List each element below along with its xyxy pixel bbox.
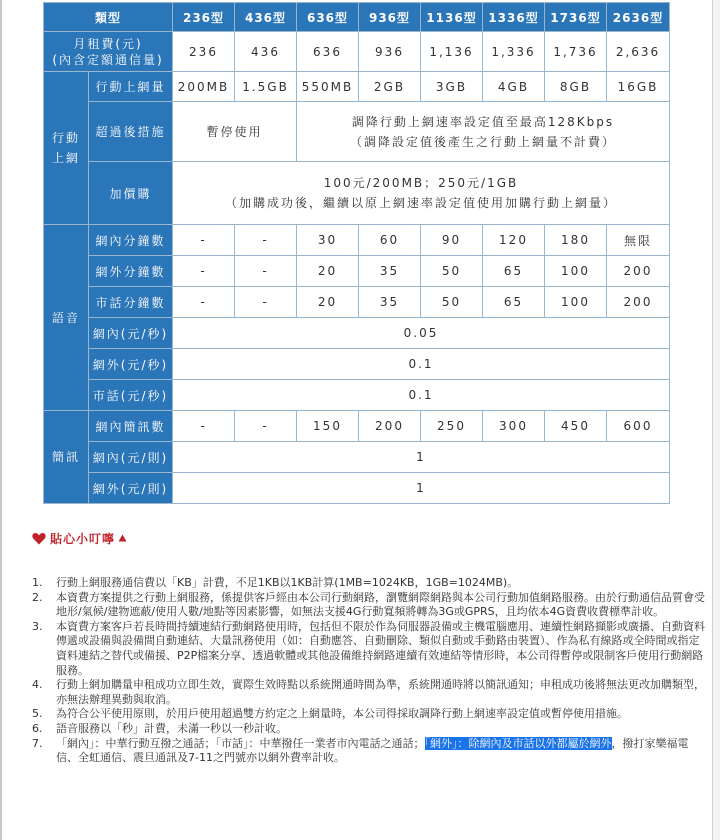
plan-header: 2636型: [607, 3, 670, 32]
table-cell: 250: [421, 411, 483, 442]
table-cell: 65: [483, 256, 545, 287]
table-cell: 90: [421, 225, 483, 256]
table-cell: -: [173, 287, 235, 318]
off-net-minutes-label: 網外分鐘數: [89, 256, 173, 287]
plan-header: 1336型: [483, 3, 545, 32]
list-item-number: 6.: [32, 721, 43, 735]
list-item: [32, 707, 710, 722]
table-cell: -: [235, 411, 297, 442]
table-cell: 4GB: [483, 72, 545, 102]
list-item-text: 本資費方案提供之行動上網服務，係提供客戶經由本公司行動網路，瀏覽網際網路與本公司行動加值網路服務。由於行動通信品質會受地形/氣候/建物遮蔽/使用人數/地點等因素影響，如無法支援4G行動寬頻將轉為3G或GPRS，且均依本4G資費收費標準計收。: [56, 590, 705, 619]
plan-header: 936型: [359, 3, 421, 32]
voice-on-net-rate-value: 0.05: [173, 318, 670, 349]
voice-on-net-rate-label: 網內(元/秒): [89, 318, 173, 349]
table-cell: 30: [297, 225, 359, 256]
sms-on-net-rate-value: 1: [173, 442, 670, 473]
voice-on-net-rate-row: [44, 318, 670, 349]
table-cell: 100: [545, 287, 607, 318]
over-limit-label: 超過後措施: [89, 102, 173, 162]
plan-header: 236型: [173, 3, 235, 32]
on-net-minutes-row: [44, 225, 670, 256]
list-item-number: 1.: [32, 576, 43, 589]
table-cell: 436: [235, 32, 297, 72]
triangle-up-icon[interactable]: [118, 534, 127, 542]
list-item-number: 2.: [32, 590, 43, 604]
table-cell: 20: [297, 287, 359, 318]
table-cell: 1,736: [545, 32, 607, 72]
list-item: [32, 619, 710, 678]
list-item-text: 行動上網加購量申租成功立即生效，實際生效時點以系統開通時間為準，系統開通時將以簡訊通知；申租成功後將無法更改加購類型，亦無法辦理異動與取消。: [56, 678, 705, 706]
table-cell: 236: [173, 32, 235, 72]
tips-title: 貼心小叮嚀: [50, 531, 116, 546]
table-cell: 550MB: [297, 72, 359, 102]
table-cell: 200: [607, 256, 670, 287]
sms-count-label: 網內簡訊數: [89, 411, 173, 442]
list-item-text: 本資費方案客戶若長時間持續連結行動網路使用時，包括但不限於作為伺服器設備或主機電腦應用、連續性網路擷影或廣播、自動資料傳遞或設備與設備間自動連結、大量訊務使用（如：自動應答、自動刪除、類似自動或手動路由裝置）、作為私有線路或全時間或指定資料連結之替代或備援、P2P檔案分享、透過軟體或其他設備維持網路連續有效連結等情形時，本公司得暫停或限制客戶使用行動網路服務。: [56, 619, 705, 677]
table-cell: 35: [359, 287, 421, 318]
scrollbar-track[interactable]: [712, 0, 720, 840]
table-cell: 120: [483, 225, 545, 256]
on-net-minutes-label: 網內分鐘數: [89, 225, 173, 256]
sms-off-net-rate-value: 1: [173, 473, 670, 504]
table-cell: 936: [359, 32, 421, 72]
table-cell: 200: [359, 411, 421, 442]
table-cell: 2,636: [607, 32, 670, 72]
list-item-number: 4.: [32, 678, 43, 692]
voice-category: 語音: [44, 225, 89, 411]
table-cell: -: [173, 225, 235, 256]
table-cell: 1,336: [483, 32, 545, 72]
over-limit-rest-line2: （調降設定值後產生之行動上網量不計費）: [349, 134, 616, 149]
monthly-fee-row: [44, 32, 670, 72]
table-cell: 1,136: [421, 32, 483, 72]
table-cell: 35: [359, 256, 421, 287]
list-item-text: 行動上網服務通信費以「KB」計費，不足1KB以1KB計算(1MB=1024KB，1GB=1024MB)。: [56, 576, 519, 589]
list-item: [32, 590, 710, 620]
list-item: [32, 678, 710, 707]
plan-header: 1736型: [545, 3, 607, 32]
mobile-data-category: 行動 上網: [44, 72, 89, 225]
table-cell: -: [235, 225, 297, 256]
table-cell: 60: [359, 225, 421, 256]
table-cell: 2GB: [359, 72, 421, 102]
list-item-text: 為符合公平使用原則，於用戶使用超過雙方約定之上網量時，本公司得採取調降行動上網速率設定值或暫停使用措施。: [56, 707, 628, 721]
list-item-text: 「網內」：中華行動互撥之通話；「市話」：中華撥任一業者市內電話之通話；: [56, 736, 425, 750]
list-item-text: ，撥打家樂福電信、全虹通信、震旦通訊及7-11之門號亦以網外費率計收。: [56, 736, 689, 765]
table-cell: 50: [421, 287, 483, 318]
sms-on-net-rate-label: 網內(元/則): [89, 442, 173, 473]
table-cell: -: [235, 256, 297, 287]
page-frame-left: [0, 0, 2, 840]
rate-plan-table: [43, 2, 670, 504]
table-cell: 1.5GB: [235, 72, 297, 102]
table-header-row: [44, 3, 670, 32]
table-cell: 150: [297, 411, 359, 442]
tips-heading: [32, 530, 127, 546]
table-cell: 200MB: [173, 72, 235, 102]
over-limit-rest-line1: 調降行動上網速率設定值至最高128Kbps: [351, 114, 615, 129]
list-item-number: 7.: [32, 736, 43, 750]
table-cell: 3GB: [421, 72, 483, 102]
heart-icon: [32, 532, 46, 545]
list-item-number: 5.: [32, 707, 43, 721]
sms-category: 簡訊: [44, 411, 89, 504]
table-cell: 100: [545, 256, 607, 287]
table-cell: 450: [545, 411, 607, 442]
plan-header: 1136型: [421, 3, 483, 32]
selected-text-highlight[interactable]: 「網外」：除網內及市話以外都屬於網外: [424, 736, 612, 750]
table-cell: 636: [297, 32, 359, 72]
data-quota-row: [44, 72, 670, 102]
table-cell: -: [173, 256, 235, 287]
voice-landline-rate-value: 0.1: [173, 380, 670, 411]
add-on-row: [44, 162, 670, 225]
voice-off-net-rate-row: [44, 349, 670, 380]
add-on-line1: 100元/200MB；250元/1GB: [323, 176, 519, 190]
voice-off-net-rate-value: 0.1: [173, 349, 670, 380]
over-limit-rest: [297, 102, 670, 162]
sms-off-net-rate-row: [44, 473, 670, 504]
table-cell: 無限: [607, 225, 670, 256]
data-quota-label: 行動上網量: [89, 72, 173, 102]
table-cell: 180: [545, 225, 607, 256]
list-item-text: 語音服務以「秒」計費，未滿一秒以一秒計收。: [56, 721, 287, 735]
sms-off-net-rate-label: 網外(元/則): [89, 473, 173, 504]
table-cell: 50: [421, 256, 483, 287]
over-limit-row: [44, 102, 670, 162]
table-cell: 600: [607, 411, 670, 442]
list-item-number: 3.: [32, 619, 43, 633]
plan-header: 436型: [235, 3, 297, 32]
table-cell: 200: [607, 287, 670, 318]
voice-landline-rate-label: 市話(元/秒): [89, 380, 173, 411]
table-cell: 8GB: [545, 72, 607, 102]
monthly-fee-label: 月租費(元) (內含定額通信量): [44, 32, 173, 72]
voice-landline-rate-row: [44, 380, 670, 411]
table-cell: 300: [483, 411, 545, 442]
type-header: 類型: [44, 3, 173, 32]
table-cell: -: [235, 287, 297, 318]
voice-off-net-rate-label: 網外(元/秒): [89, 349, 173, 380]
landline-minutes-row: [44, 287, 670, 318]
sms-on-net-rate-row: [44, 442, 670, 473]
list-item: [32, 576, 710, 591]
add-on-line2: （加購成功後，繼續以原上網速率設定值使用加購行動上網量）: [224, 196, 617, 210]
over-limit-first: 暫停使用: [173, 102, 297, 162]
tips-list: [32, 576, 710, 766]
add-on-label: 加價購: [89, 162, 173, 225]
landline-minutes-label: 市話分鐘數: [89, 287, 173, 318]
off-net-minutes-row: [44, 256, 670, 287]
list-item: [32, 736, 710, 766]
add-on-value: [173, 162, 670, 225]
table-cell: 16GB: [607, 72, 670, 102]
table-cell: -: [173, 411, 235, 442]
sms-count-row: [44, 411, 670, 442]
list-item: [32, 721, 710, 737]
table-cell: 20: [297, 256, 359, 287]
table-cell: 65: [483, 287, 545, 318]
plan-header: 636型: [297, 3, 359, 32]
